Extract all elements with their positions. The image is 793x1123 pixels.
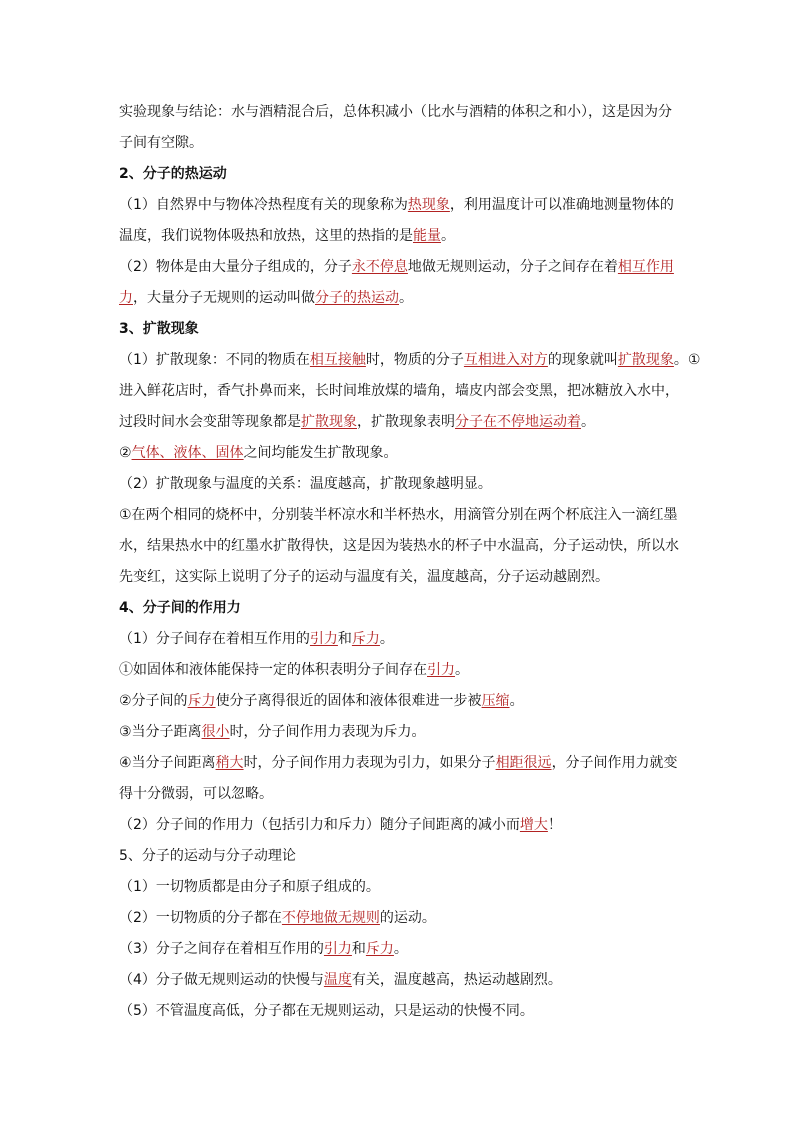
text-line-22: ④当分子间距离稍大时，分子间作用力表现为引力，如果分子相距很远，分子间作用力就变 [119,755,678,771]
answer-blank: 热现象 [407,197,450,213]
answer-blank: 斥力 [187,693,216,709]
text-line-12: ②气体、液体、固体之间均能发生扩散现象。 [119,445,398,461]
answer-blank: 相互作用 [617,259,674,275]
document-page [119,97,701,1027]
answer-blank: 扩散现象 [617,352,674,368]
section-heading-2: 2、分子的热运动 [119,166,227,182]
answer-blank: 引力 [427,662,455,678]
text-line-28: （3）分子之间存在着相互作用的引力和斥力。 [119,941,408,957]
text-line-27: （2）一切物质的分子都在不停地做无规则的运动。 [119,910,436,926]
text-line-24: （2）分子间的作用力（包括引力和斥力）随分子间距离的减小而增大！ [119,817,562,833]
text-line-4: （1）自然界中与物体冷热程度有关的现象称为热现象，利用温度计可以准确地测量物体的 [119,197,674,213]
text-line-1: 实验现象与结论：水与酒精混合后，总体积减小（比水与酒精的体积之和小），这是因为分 [119,104,672,120]
text-line-11: 过段时间水会变甜等现象都是扩散现象，扩散现象表明分子在不停地运动着。 [119,414,595,430]
text-line-9: （1）扩散现象：不同的物质在相互接触时，物质的分子互相进入对方的现象就叫扩散现象。① [119,352,701,368]
text-line-7: 力，大量分子无规则的运动叫做分子的热运动。 [119,290,413,306]
text-line-26: （1）一切物质都是由分子和原子组成的。 [119,879,380,895]
answer-blank: 分子在不停地运动着 [455,414,581,430]
answer-blank: 斥力 [351,631,380,647]
answer-blank: 气体、液体、固体 [131,445,244,461]
text-line-19: ①如固体和液体能保持一定的体积表明分子间存在引力。 [119,662,469,678]
answer-blank: 互相进入对方 [463,352,548,368]
text-line-30: （5）不管温度高低，分子都在无规则运动，只是运动的快慢不同。 [119,1003,534,1019]
text-line-21: ③当分子距离很小时，分子间作用力表现为斥力。 [119,724,426,740]
answer-blank: 斥力 [365,941,394,957]
answer-blank: 增大 [519,817,548,833]
section-heading-4: 4、分子间的作用力 [119,600,241,616]
answer-blank: 力 [119,290,133,306]
answer-blank: 引力 [309,631,338,647]
answer-blank: 温度 [323,972,352,988]
answer-blank: 不停地做无规则 [281,910,380,926]
text-line-15: 水，结果热水中的红墨水扩散得快，这是因为装热水的杯子中水温高，分子运动快，所以水 [119,538,679,554]
text-line-18: （1）分子间存在着相互作用的引力和斥力。 [119,631,394,647]
answer-blank: 永不停息 [351,259,408,275]
answer-blank: 扩散现象 [301,414,357,430]
answer-blank: 引力 [323,941,352,957]
section-heading-3: 3、扩散现象 [119,321,199,337]
text-line-16: 先变红，这实际上说明了分子的运动与温度有关，温度越高，分子运动越剧烈。 [119,569,609,585]
text-line-2: 子间有空隙。 [119,135,203,151]
text-line-6: （2）物体是由大量分子组成的，分子永不停息地做无规则运动，分子之间存在着相互作用 [119,259,674,275]
answer-blank: 相距很远 [495,755,552,771]
answer-blank: 能量 [413,228,441,244]
answer-blank: 相互接触 [309,352,366,368]
section-heading-5: 5、分子的运动与分子动理论 [119,848,296,864]
text-line-10: 进入鲜花店时，香气扑鼻而来，长时间堆放煤的墙角，墙皮内部会变黑，把冰糖放入水中， [119,383,679,399]
text-line-13: （2）扩散现象与温度的关系：温度越高，扩散现象越明显。 [119,476,492,492]
text-line-14: ①在两个相同的烧杯中，分别装半杯凉水和半杯热水，用滴管分别在两个杯底注入一滴红墨 [119,507,678,523]
text-line-23: 得十分微弱，可以忽略。 [119,786,273,802]
text-line-29: （4）分子做无规则运动的快慢与温度有关，温度越高，热运动越剧烈。 [119,972,562,988]
answer-blank: 稍大 [215,755,244,771]
answer-blank: 很小 [201,724,230,740]
text-line-20: ②分子间的斥力使分子离得很近的固体和液体很难进一步被压缩。 [119,693,524,709]
text-line-5: 温度，我们说物体吸热和放热，这里的热指的是能量。 [119,228,455,244]
answer-blank: 分子的热运动 [315,290,399,306]
answer-blank: 压缩 [481,693,510,709]
